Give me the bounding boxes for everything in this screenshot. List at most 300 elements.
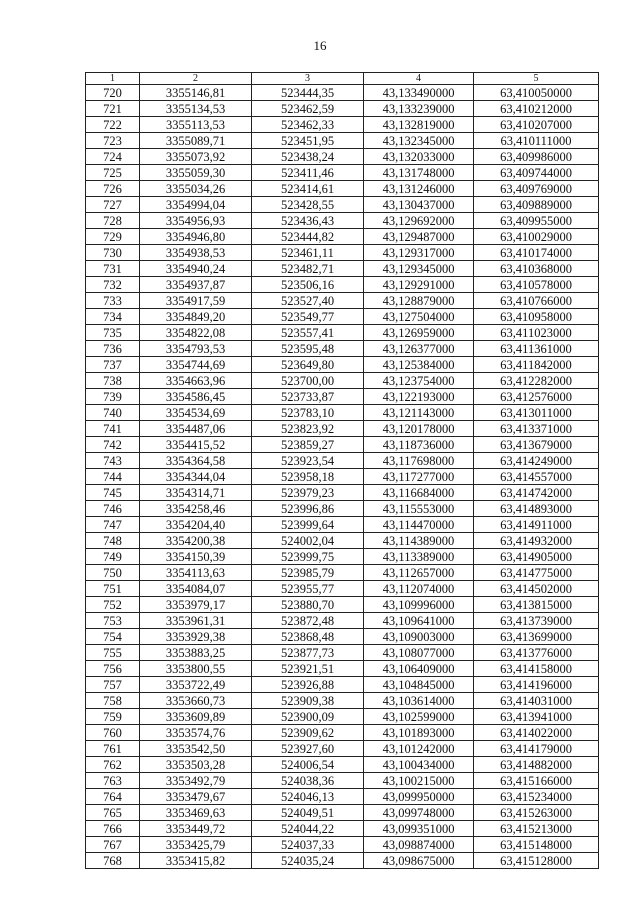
- y-coordinate-cell: 523859,27: [252, 437, 364, 453]
- latitude-cell: 43,132819000: [364, 117, 474, 133]
- point-number-cell: 739: [86, 389, 140, 405]
- x-coordinate-cell: 3353425,79: [140, 837, 252, 853]
- table-row: [86, 597, 599, 613]
- x-coordinate-cell: 3354084,07: [140, 581, 252, 597]
- longitude-cell: 63,414031000: [474, 693, 599, 709]
- y-coordinate-cell: 523900,09: [252, 709, 364, 725]
- x-coordinate-cell: 3354663,96: [140, 373, 252, 389]
- table-header: [86, 73, 599, 85]
- table-row: [86, 581, 599, 597]
- longitude-cell: 63,413739000: [474, 613, 599, 629]
- x-coordinate-cell: 3354940,24: [140, 261, 252, 277]
- point-number-cell: 740: [86, 405, 140, 421]
- longitude-cell: 63,414882000: [474, 757, 599, 773]
- longitude-cell: 63,411023000: [474, 325, 599, 341]
- longitude-cell: 63,415213000: [474, 821, 599, 837]
- point-number-cell: 754: [86, 629, 140, 645]
- table-row: [86, 405, 599, 421]
- latitude-cell: 43,131246000: [364, 181, 474, 197]
- latitude-cell: 43,117698000: [364, 453, 474, 469]
- table-row: [86, 725, 599, 741]
- longitude-cell: 63,415148000: [474, 837, 599, 853]
- longitude-cell: 63,413679000: [474, 437, 599, 453]
- longitude-cell: 63,412576000: [474, 389, 599, 405]
- x-coordinate-cell: 3354849,20: [140, 309, 252, 325]
- longitude-cell: 63,409744000: [474, 165, 599, 181]
- x-coordinate-cell: 3354956,93: [140, 213, 252, 229]
- x-coordinate-cell: 3354917,59: [140, 293, 252, 309]
- x-coordinate-cell: 3355134,53: [140, 101, 252, 117]
- x-coordinate-cell: 3353609,89: [140, 709, 252, 725]
- x-coordinate-cell: 3354487,06: [140, 421, 252, 437]
- latitude-cell: 43,101893000: [364, 725, 474, 741]
- x-coordinate-cell: 3354344,04: [140, 469, 252, 485]
- table-row: [86, 645, 599, 661]
- table-row: [86, 133, 599, 149]
- y-coordinate-cell: 523595,48: [252, 341, 364, 357]
- longitude-cell: 63,414196000: [474, 677, 599, 693]
- header-col-1: 1: [86, 73, 140, 85]
- table-row: [86, 389, 599, 405]
- longitude-cell: 63,412282000: [474, 373, 599, 389]
- y-coordinate-cell: 523438,24: [252, 149, 364, 165]
- y-coordinate-cell: 523999,64: [252, 517, 364, 533]
- x-coordinate-cell: 3353492,79: [140, 773, 252, 789]
- table-row: [86, 741, 599, 757]
- latitude-cell: 43,101242000: [364, 741, 474, 757]
- point-number-cell: 725: [86, 165, 140, 181]
- latitude-cell: 43,109996000: [364, 597, 474, 613]
- point-number-cell: 724: [86, 149, 140, 165]
- table-row: [86, 85, 599, 101]
- point-number-cell: 760: [86, 725, 140, 741]
- y-coordinate-cell: 523927,60: [252, 741, 364, 757]
- point-number-cell: 763: [86, 773, 140, 789]
- latitude-cell: 43,125384000: [364, 357, 474, 373]
- point-number-cell: 761: [86, 741, 140, 757]
- y-coordinate-cell: 523700,00: [252, 373, 364, 389]
- latitude-cell: 43,102599000: [364, 709, 474, 725]
- longitude-cell: 63,410958000: [474, 309, 599, 325]
- point-number-cell: 765: [86, 805, 140, 821]
- table-row: [86, 165, 599, 181]
- y-coordinate-cell: 523506,16: [252, 277, 364, 293]
- y-coordinate-cell: 523880,70: [252, 597, 364, 613]
- table-row: [86, 693, 599, 709]
- table-row: [86, 757, 599, 773]
- latitude-cell: 43,118736000: [364, 437, 474, 453]
- table-row: [86, 853, 599, 869]
- x-coordinate-cell: 3355089,71: [140, 133, 252, 149]
- longitude-cell: 63,410766000: [474, 293, 599, 309]
- latitude-cell: 43,132033000: [364, 149, 474, 165]
- latitude-cell: 43,103614000: [364, 693, 474, 709]
- header-col-3: 3: [252, 73, 364, 85]
- table-row: [86, 101, 599, 117]
- latitude-cell: 43,121143000: [364, 405, 474, 421]
- point-number-cell: 762: [86, 757, 140, 773]
- latitude-cell: 43,129317000: [364, 245, 474, 261]
- table-row: [86, 357, 599, 373]
- table-row: [86, 837, 599, 853]
- y-coordinate-cell: 524035,24: [252, 853, 364, 869]
- x-coordinate-cell: 3354586,45: [140, 389, 252, 405]
- point-number-cell: 728: [86, 213, 140, 229]
- coordinates-table: [85, 72, 599, 869]
- longitude-cell: 63,413699000: [474, 629, 599, 645]
- y-coordinate-cell: 523926,88: [252, 677, 364, 693]
- latitude-cell: 43,099748000: [364, 805, 474, 821]
- x-coordinate-cell: 3355034,26: [140, 181, 252, 197]
- table-row: [86, 197, 599, 213]
- y-coordinate-cell: 523909,62: [252, 725, 364, 741]
- latitude-cell: 43,098675000: [364, 853, 474, 869]
- table-row: [86, 549, 599, 565]
- longitude-cell: 63,411361000: [474, 341, 599, 357]
- longitude-cell: 63,415128000: [474, 853, 599, 869]
- point-number-cell: 758: [86, 693, 140, 709]
- y-coordinate-cell: 523921,51: [252, 661, 364, 677]
- y-coordinate-cell: 523999,75: [252, 549, 364, 565]
- y-coordinate-cell: 523436,43: [252, 213, 364, 229]
- latitude-cell: 43,114470000: [364, 517, 474, 533]
- point-number-cell: 737: [86, 357, 140, 373]
- latitude-cell: 43,098874000: [364, 837, 474, 853]
- x-coordinate-cell: 3354258,46: [140, 501, 252, 517]
- x-coordinate-cell: 3353469,63: [140, 805, 252, 821]
- table-row: [86, 245, 599, 261]
- x-coordinate-cell: 3353542,50: [140, 741, 252, 757]
- table-row: [86, 325, 599, 341]
- longitude-cell: 63,413011000: [474, 405, 599, 421]
- x-coordinate-cell: 3353929,38: [140, 629, 252, 645]
- latitude-cell: 43,133239000: [364, 101, 474, 117]
- header-col-4: 4: [364, 73, 474, 85]
- table-row: [86, 261, 599, 277]
- y-coordinate-cell: 523444,82: [252, 229, 364, 245]
- y-coordinate-cell: 523649,80: [252, 357, 364, 373]
- point-number-cell: 753: [86, 613, 140, 629]
- latitude-cell: 43,129692000: [364, 213, 474, 229]
- x-coordinate-cell: 3355059,30: [140, 165, 252, 181]
- point-number-cell: 756: [86, 661, 140, 677]
- latitude-cell: 43,100215000: [364, 773, 474, 789]
- table-row: [86, 661, 599, 677]
- table-row: [86, 117, 599, 133]
- x-coordinate-cell: 3353883,25: [140, 645, 252, 661]
- x-coordinate-cell: 3353449,72: [140, 821, 252, 837]
- point-number-cell: 733: [86, 293, 140, 309]
- table-row: [86, 517, 599, 533]
- y-coordinate-cell: 523549,77: [252, 309, 364, 325]
- x-coordinate-cell: 3354415,52: [140, 437, 252, 453]
- table-row: [86, 373, 599, 389]
- y-coordinate-cell: 523872,48: [252, 613, 364, 629]
- longitude-cell: 63,415263000: [474, 805, 599, 821]
- page-number: 16: [313, 38, 327, 53]
- header-col-2: 2: [140, 73, 252, 85]
- point-number-cell: 759: [86, 709, 140, 725]
- latitude-cell: 43,109003000: [364, 629, 474, 645]
- y-coordinate-cell: 523923,54: [252, 453, 364, 469]
- x-coordinate-cell: 3353979,17: [140, 597, 252, 613]
- y-coordinate-cell: 523955,77: [252, 581, 364, 597]
- table-body: [86, 85, 599, 869]
- table-row: [86, 453, 599, 469]
- y-coordinate-cell: 523527,40: [252, 293, 364, 309]
- table-row: [86, 485, 599, 501]
- x-coordinate-cell: 3355113,53: [140, 117, 252, 133]
- x-coordinate-cell: 3354200,38: [140, 533, 252, 549]
- table-row: [86, 501, 599, 517]
- point-number-cell: 757: [86, 677, 140, 693]
- point-number-cell: 767: [86, 837, 140, 853]
- x-coordinate-cell: 3354822,08: [140, 325, 252, 341]
- latitude-cell: 43,112657000: [364, 565, 474, 581]
- longitude-cell: 63,410368000: [474, 261, 599, 277]
- point-number-cell: 738: [86, 373, 140, 389]
- longitude-cell: 63,409889000: [474, 197, 599, 213]
- y-coordinate-cell: 523557,41: [252, 325, 364, 341]
- table-row: [86, 677, 599, 693]
- table-row: [86, 469, 599, 485]
- point-number-cell: 751: [86, 581, 140, 597]
- y-coordinate-cell: 523985,79: [252, 565, 364, 581]
- y-coordinate-cell: 523462,33: [252, 117, 364, 133]
- x-coordinate-cell: 3354994,04: [140, 197, 252, 213]
- point-number-cell: 726: [86, 181, 140, 197]
- table-row: [86, 293, 599, 309]
- point-number-cell: 768: [86, 853, 140, 869]
- latitude-cell: 43,122193000: [364, 389, 474, 405]
- x-coordinate-cell: 3354744,69: [140, 357, 252, 373]
- table-row: [86, 709, 599, 725]
- point-number-cell: 734: [86, 309, 140, 325]
- table-row: [86, 629, 599, 645]
- longitude-cell: 63,413941000: [474, 709, 599, 725]
- longitude-cell: 63,414179000: [474, 741, 599, 757]
- y-coordinate-cell: 524038,36: [252, 773, 364, 789]
- x-coordinate-cell: 3354150,39: [140, 549, 252, 565]
- x-coordinate-cell: 3354204,40: [140, 517, 252, 533]
- table-row: [86, 437, 599, 453]
- x-coordinate-cell: 3354793,53: [140, 341, 252, 357]
- table-row: [86, 821, 599, 837]
- latitude-cell: 43,114389000: [364, 533, 474, 549]
- y-coordinate-cell: 523868,48: [252, 629, 364, 645]
- table-row: [86, 613, 599, 629]
- latitude-cell: 43,129291000: [364, 277, 474, 293]
- table-row: [86, 341, 599, 357]
- point-number-cell: 755: [86, 645, 140, 661]
- longitude-cell: 63,414022000: [474, 725, 599, 741]
- y-coordinate-cell: 523482,71: [252, 261, 364, 277]
- longitude-cell: 63,409955000: [474, 213, 599, 229]
- x-coordinate-cell: 3353722,49: [140, 677, 252, 693]
- point-number-cell: 749: [86, 549, 140, 565]
- point-number-cell: 735: [86, 325, 140, 341]
- x-coordinate-cell: 3354946,80: [140, 229, 252, 245]
- latitude-cell: 43,132345000: [364, 133, 474, 149]
- latitude-cell: 43,099950000: [364, 789, 474, 805]
- point-number-cell: 721: [86, 101, 140, 117]
- latitude-cell: 43,113389000: [364, 549, 474, 565]
- point-number-cell: 750: [86, 565, 140, 581]
- table-row: [86, 181, 599, 197]
- latitude-cell: 43,108077000: [364, 645, 474, 661]
- y-coordinate-cell: 524044,22: [252, 821, 364, 837]
- latitude-cell: 43,128879000: [364, 293, 474, 309]
- x-coordinate-cell: 3354364,58: [140, 453, 252, 469]
- longitude-cell: 63,414158000: [474, 661, 599, 677]
- longitude-cell: 63,411842000: [474, 357, 599, 373]
- longitude-cell: 63,409769000: [474, 181, 599, 197]
- table-row: [86, 565, 599, 581]
- longitude-cell: 63,410029000: [474, 229, 599, 245]
- longitude-cell: 63,414742000: [474, 485, 599, 501]
- table-row: [86, 533, 599, 549]
- y-coordinate-cell: 523877,73: [252, 645, 364, 661]
- y-coordinate-cell: 524037,33: [252, 837, 364, 853]
- header-col-5: 5: [474, 73, 599, 85]
- x-coordinate-cell: 3355073,92: [140, 149, 252, 165]
- longitude-cell: 63,414557000: [474, 469, 599, 485]
- latitude-cell: 43,127504000: [364, 309, 474, 325]
- x-coordinate-cell: 3353961,31: [140, 613, 252, 629]
- longitude-cell: 63,414502000: [474, 581, 599, 597]
- point-number-cell: 744: [86, 469, 140, 485]
- y-coordinate-cell: 524006,54: [252, 757, 364, 773]
- x-coordinate-cell: 3354938,53: [140, 245, 252, 261]
- table-row: [86, 149, 599, 165]
- x-coordinate-cell: 3353479,67: [140, 789, 252, 805]
- longitude-cell: 63,413776000: [474, 645, 599, 661]
- y-coordinate-cell: 523909,38: [252, 693, 364, 709]
- longitude-cell: 63,410111000: [474, 133, 599, 149]
- y-coordinate-cell: 523451,95: [252, 133, 364, 149]
- point-number-cell: 720: [86, 85, 140, 101]
- longitude-cell: 63,409986000: [474, 149, 599, 165]
- point-number-cell: 746: [86, 501, 140, 517]
- x-coordinate-cell: 3354534,69: [140, 405, 252, 421]
- longitude-cell: 63,415166000: [474, 773, 599, 789]
- longitude-cell: 63,414911000: [474, 517, 599, 533]
- point-number-cell: 727: [86, 197, 140, 213]
- longitude-cell: 63,415234000: [474, 789, 599, 805]
- latitude-cell: 43,099351000: [364, 821, 474, 837]
- longitude-cell: 63,414932000: [474, 533, 599, 549]
- table-row: [86, 309, 599, 325]
- y-coordinate-cell: 523783,10: [252, 405, 364, 421]
- longitude-cell: 63,414775000: [474, 565, 599, 581]
- longitude-cell: 63,414893000: [474, 501, 599, 517]
- y-coordinate-cell: 523996,86: [252, 501, 364, 517]
- table-row: [86, 421, 599, 437]
- latitude-cell: 43,115553000: [364, 501, 474, 517]
- point-number-cell: 729: [86, 229, 140, 245]
- longitude-cell: 63,413371000: [474, 421, 599, 437]
- table-row: [86, 277, 599, 293]
- longitude-cell: 63,410050000: [474, 85, 599, 101]
- latitude-cell: 43,129487000: [364, 229, 474, 245]
- latitude-cell: 43,106409000: [364, 661, 474, 677]
- y-coordinate-cell: 523979,23: [252, 485, 364, 501]
- point-number-cell: 732: [86, 277, 140, 293]
- y-coordinate-cell: 523733,87: [252, 389, 364, 405]
- y-coordinate-cell: 523411,46: [252, 165, 364, 181]
- point-number-cell: 722: [86, 117, 140, 133]
- y-coordinate-cell: 523414,61: [252, 181, 364, 197]
- y-coordinate-cell: 523462,59: [252, 101, 364, 117]
- longitude-cell: 63,410578000: [474, 277, 599, 293]
- x-coordinate-cell: 3353415,82: [140, 853, 252, 869]
- latitude-cell: 43,116684000: [364, 485, 474, 501]
- latitude-cell: 43,117277000: [364, 469, 474, 485]
- point-number-cell: 745: [86, 485, 140, 501]
- longitude-cell: 63,410212000: [474, 101, 599, 117]
- latitude-cell: 43,126377000: [364, 341, 474, 357]
- point-number-cell: 736: [86, 341, 140, 357]
- latitude-cell: 43,126959000: [364, 325, 474, 341]
- longitude-cell: 63,414905000: [474, 549, 599, 565]
- x-coordinate-cell: 3355146,81: [140, 85, 252, 101]
- latitude-cell: 43,104845000: [364, 677, 474, 693]
- longitude-cell: 63,414249000: [474, 453, 599, 469]
- table-row: [86, 229, 599, 245]
- latitude-cell: 43,133490000: [364, 85, 474, 101]
- point-number-cell: 766: [86, 821, 140, 837]
- x-coordinate-cell: 3354937,87: [140, 277, 252, 293]
- longitude-cell: 63,410174000: [474, 245, 599, 261]
- latitude-cell: 43,100434000: [364, 757, 474, 773]
- x-coordinate-cell: 3354314,71: [140, 485, 252, 501]
- latitude-cell: 43,130437000: [364, 197, 474, 213]
- latitude-cell: 43,112074000: [364, 581, 474, 597]
- longitude-cell: 63,413815000: [474, 597, 599, 613]
- point-number-cell: 764: [86, 789, 140, 805]
- x-coordinate-cell: 3354113,63: [140, 565, 252, 581]
- table-row: [86, 805, 599, 821]
- table-row: [86, 213, 599, 229]
- y-coordinate-cell: 523444,35: [252, 85, 364, 101]
- point-number-cell: 747: [86, 517, 140, 533]
- x-coordinate-cell: 3353800,55: [140, 661, 252, 677]
- x-coordinate-cell: 3353574,76: [140, 725, 252, 741]
- point-number-cell: 741: [86, 421, 140, 437]
- y-coordinate-cell: 523428,55: [252, 197, 364, 213]
- y-coordinate-cell: 523823,92: [252, 421, 364, 437]
- point-number-cell: 723: [86, 133, 140, 149]
- latitude-cell: 43,109641000: [364, 613, 474, 629]
- point-number-cell: 748: [86, 533, 140, 549]
- point-number-cell: 743: [86, 453, 140, 469]
- table-row: [86, 773, 599, 789]
- header-row: [86, 73, 599, 85]
- point-number-cell: 731: [86, 261, 140, 277]
- y-coordinate-cell: 524002,04: [252, 533, 364, 549]
- y-coordinate-cell: 523461,11: [252, 245, 364, 261]
- latitude-cell: 43,129345000: [364, 261, 474, 277]
- point-number-cell: 752: [86, 597, 140, 613]
- longitude-cell: 63,410207000: [474, 117, 599, 133]
- y-coordinate-cell: 524046,13: [252, 789, 364, 805]
- latitude-cell: 43,131748000: [364, 165, 474, 181]
- y-coordinate-cell: 524049,51: [252, 805, 364, 821]
- point-number-cell: 730: [86, 245, 140, 261]
- latitude-cell: 43,120178000: [364, 421, 474, 437]
- y-coordinate-cell: 523958,18: [252, 469, 364, 485]
- point-number-cell: 742: [86, 437, 140, 453]
